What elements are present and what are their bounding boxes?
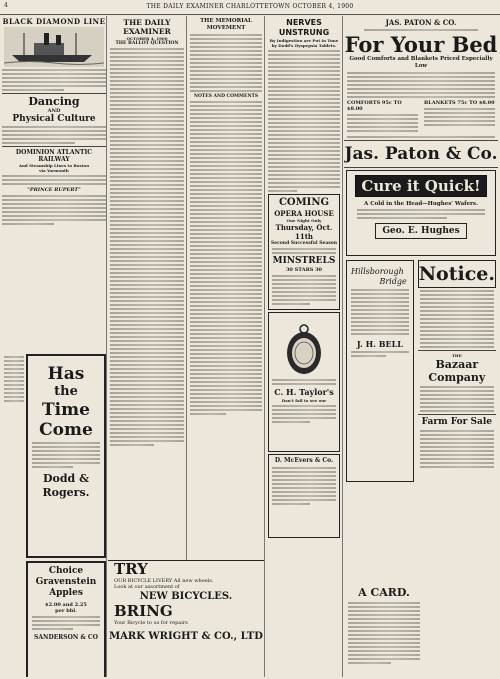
for-your-bed-heading: For Your Bed <box>344 32 498 57</box>
new-bicycles-heading: NEW BICYCLES. <box>139 591 233 602</box>
column-5 <box>344 16 498 677</box>
prince-rupert: "PRINCE RUPERT" <box>27 187 81 193</box>
memorial-title: THE MEMORIAL MOVEMENT <box>200 18 252 31</box>
paton-big-heading: Jas. Paton & Co. <box>344 144 498 164</box>
notes-comments-subhead: NOTES AND COMMENTS <box>193 94 259 99</box>
bring-heading: BRING <box>114 602 173 620</box>
the-heading: the <box>54 384 78 399</box>
steamship-illustration <box>4 27 104 67</box>
cure-it-quick-heading: Cure it Quick! <box>355 175 487 197</box>
hillsborough-heading: Hillsborough <box>351 267 404 276</box>
farm-heading: Farm For Sale <box>421 417 493 427</box>
railway-title-2: RAILWAY <box>38 156 70 163</box>
column-1 <box>2 16 107 677</box>
paton-header: JAS. PATON & CO. <box>385 18 457 27</box>
railway-title-3: And Steamship Lines to Boston <box>18 163 90 168</box>
nerves-subhead: By Indigestion are Put in Tune by Dodd's Dyspepsia Tablets. <box>269 38 339 48</box>
repairs-line: Your Bicycle to us for repairs <box>114 620 188 626</box>
apple-per-bbl: per bbl. <box>55 608 77 614</box>
opera-house-ad <box>268 194 340 310</box>
dodd-rogers-name: Dodd & Rogers. <box>42 472 90 499</box>
editorial-date: OCTOBER 4, 1900 <box>126 36 168 41</box>
second-season: Second Successful Season <box>270 241 338 246</box>
bell-name: J. H. BELL <box>356 339 403 349</box>
mark-wright-ad <box>108 560 264 677</box>
coming-heading: COMING <box>278 197 330 208</box>
dancing-heading: Dancing <box>28 95 80 108</box>
comforts-blankets-subhead: Good Comforts and Blankets Priced Especially Low <box>349 56 493 69</box>
opera-house-heading: OPERA HOUSE <box>274 209 334 218</box>
railway-title-4: via Yarmouth <box>39 168 69 173</box>
bazaar-company-heading: Bazaar Company <box>428 358 486 384</box>
assortment-line: Look at our assortment of <box>114 584 180 590</box>
bicycle-livery-line: OUR BICYCLE LIVERY All new wheels. <box>114 578 214 584</box>
railway-title-1: DOMINION ATLANTIC <box>15 149 93 156</box>
sanderson-ad <box>26 561 106 677</box>
sanderson-name: SANDERSON & CO <box>34 634 98 641</box>
one-night-label: One Night Only <box>286 218 322 223</box>
apples-heading: Apples <box>49 588 83 598</box>
editorial-title: THE DAILY EXAMINER <box>123 18 171 36</box>
bridge-heading: Bridge <box>379 277 407 286</box>
nerves-title: NERVES UNSTRUNG <box>278 18 330 37</box>
bell-ad <box>346 260 414 482</box>
editorial-body <box>108 48 186 446</box>
mceivers-ad <box>268 454 340 538</box>
masthead <box>0 0 500 15</box>
black-diamond-title: BLACK DIAMOND LINE <box>2 17 106 26</box>
black-diamond-text <box>2 69 106 91</box>
hughes-ad <box>346 170 496 256</box>
gravenstein-heading: Gravenstein <box>35 577 97 587</box>
masthead-title: THE DAILY EXAMINER CHARLOTTETOWN OCTOBER 4, 1900 <box>146 3 354 10</box>
taylor-name: C. H. Taylor's <box>274 387 334 397</box>
locket-illustration <box>284 321 324 377</box>
come-heading: Come <box>39 420 93 440</box>
comforts-price: COMFORTS 95c TO $8.00 <box>347 100 402 112</box>
thursday-date: Thursday, Oct. 11th <box>275 223 333 241</box>
has-heading: Has <box>47 364 85 384</box>
minstrels-heading: MINSTRELS <box>272 256 336 266</box>
mark-wright-name: MARK WRIGHT & CO., LTD <box>109 631 263 642</box>
try-heading: TRY <box>114 560 148 578</box>
choice-heading: Choice <box>48 566 84 576</box>
physical-culture-heading: Physical Culture <box>12 114 96 124</box>
hughes-name: Geo. E. Hughes <box>375 223 466 239</box>
bazaar-the: THE <box>451 353 462 358</box>
editorial-subhead: THE BALLOT QUESTION <box>115 41 179 46</box>
blankets-price: BLANKETS 75c TO $8.00 <box>423 100 495 106</box>
dont-fail-line: Don't fail to see our <box>281 398 327 403</box>
stars-label: 30 STARS 30 <box>285 267 323 273</box>
taylor-ad <box>268 312 340 452</box>
dodd-rogers-ad <box>26 354 106 558</box>
column-4 <box>266 16 343 677</box>
notice-heading: Notice. <box>418 260 496 288</box>
cold-wafers-line: A Cold in the Head—Hughes' Wafers. <box>364 201 478 207</box>
apple-price: $2.00 and 2.25 <box>45 602 87 608</box>
mceivers-name: D. McEvers & Co. <box>274 457 334 464</box>
page-number: 4 <box>4 2 8 9</box>
and-label: AND <box>47 108 61 114</box>
a-card-heading: A CARD. <box>358 586 410 599</box>
time-heading: Time <box>42 400 90 420</box>
